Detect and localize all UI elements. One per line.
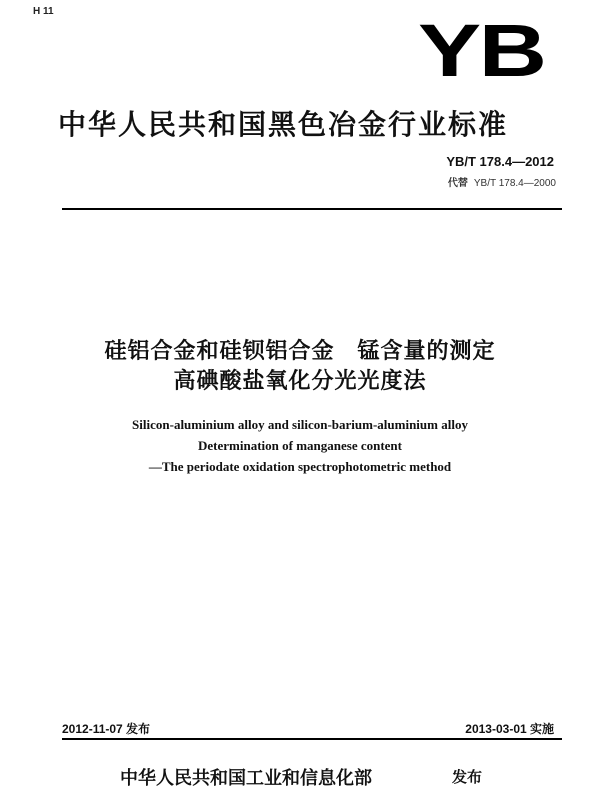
replaces-label: 代替 bbox=[447, 178, 468, 189]
english-title-line-3: —The periodate oxidation spectrophotometric method bbox=[148, 459, 452, 474]
implementation-date: 2013-03-01 实施 bbox=[465, 722, 554, 736]
issue-date: 2012-11-07 发布 bbox=[62, 722, 151, 736]
industry-standard-title: 中华人民共和国黑色冶金行业标准 bbox=[58, 108, 509, 141]
chinese-title-line-1: 硅铝合金和硅钡铝合金 锰含量的测定 bbox=[104, 339, 496, 364]
top-divider bbox=[62, 208, 562, 210]
replaces-line bbox=[448, 174, 556, 189]
replaces-number: YB/T 178.4—2000 bbox=[473, 178, 556, 189]
bottom-divider bbox=[62, 738, 562, 740]
chinese-title-line-2: 高碘酸盐氧化分光光度法 bbox=[173, 369, 427, 394]
english-title-line-2: Determination of manganese content bbox=[198, 438, 402, 453]
standard-number: YB/T 178.4—2012 bbox=[446, 154, 554, 169]
issuing-authority: 中华人民共和国工业和信息化部 bbox=[120, 768, 372, 789]
english-title-line-1: Silicon-aluminium alloy and silicon-barium-aluminium alloy bbox=[132, 417, 468, 432]
yb-logo: YB bbox=[418, 9, 545, 92]
issue-word: 发布 bbox=[452, 768, 483, 786]
classification-code: H 11 bbox=[33, 6, 54, 17]
